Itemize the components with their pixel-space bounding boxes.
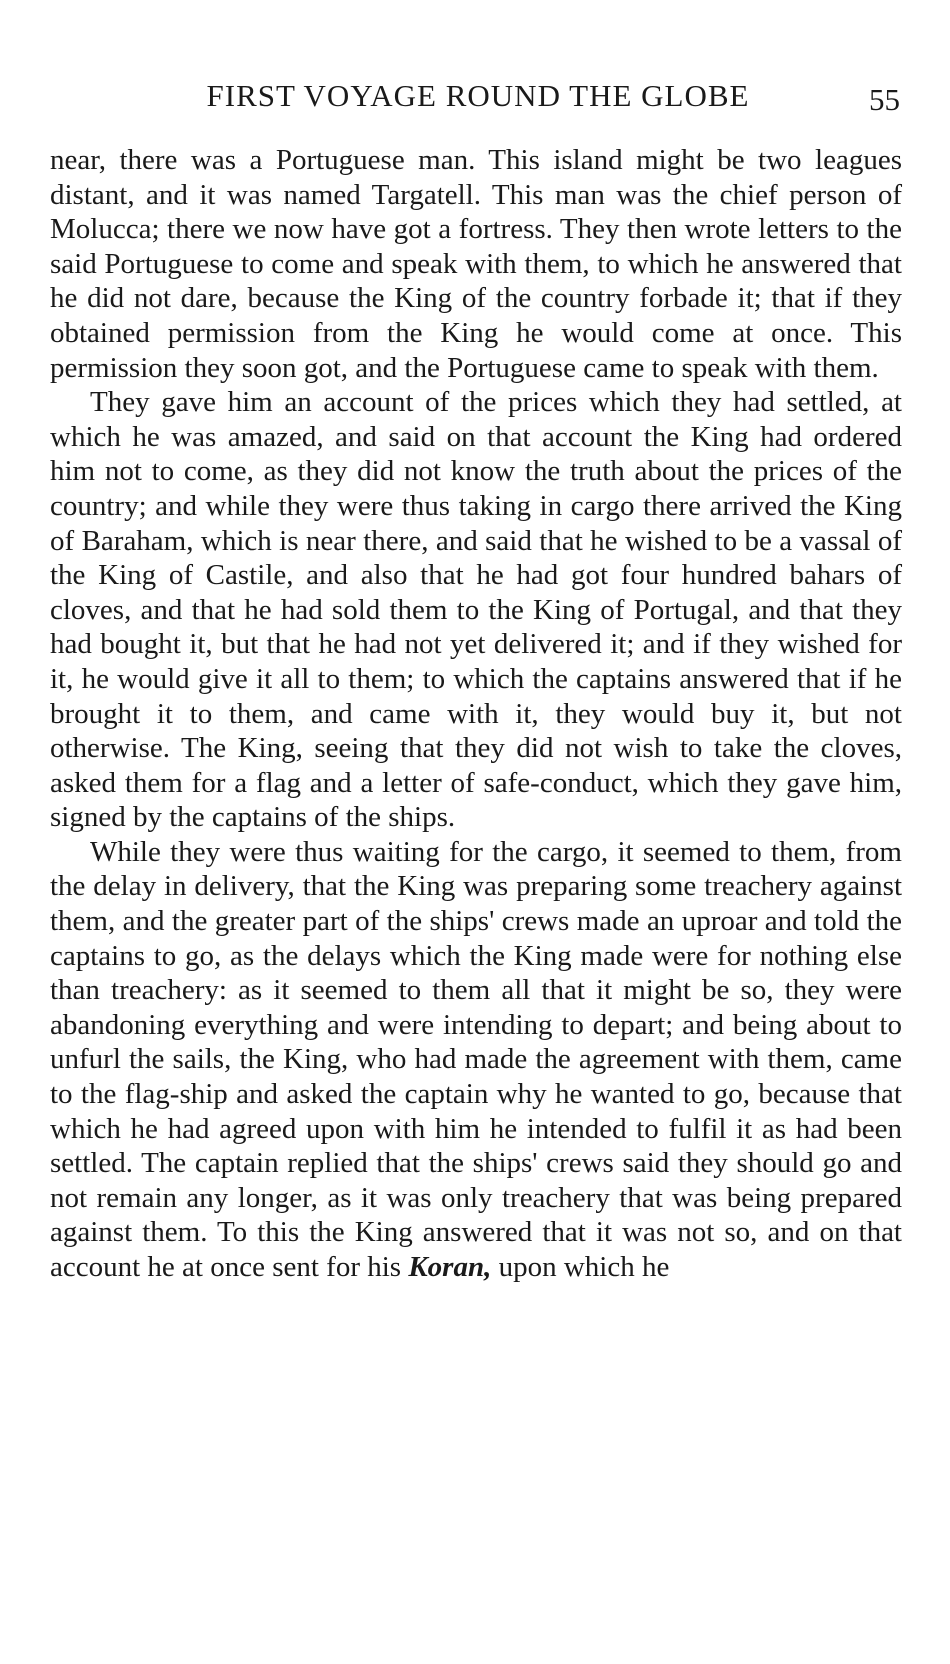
body-text	[50, 143, 902, 1285]
paragraph-3-text: While they were thus waiting for the cargo, it seemed to them, from the delay in delivery, that the King was preparing some treachery against them, and the greater part of the ships' crews made an uproar and told the captains to go, as the delays which the King made were for nothing else than treachery: as it seemed to them all that it might be so, they were abandoning everything and were intending to depart; and being about to unfurl the sails, the King, who had made the agreement with them, came to the flag-ship and asked the captain why he wanted to go, because that which he had agreed upon with him he intended to fulfil it as had been settled. The captain replied that the ships' crews said they should go and not remain any longer, as it was only treachery that was being prepared against them. To this the King answered that it was not so, and on that account he at once sent for his	[50, 835, 902, 1283]
running-title: FIRST VOYAGE ROUND THE GLOBE	[206, 78, 750, 113]
paragraph-3-ending: upon which he	[498, 1251, 670, 1283]
koran-italic: Koran,	[408, 1251, 492, 1283]
paragraph-3	[50, 835, 902, 1285]
running-head	[48, 76, 902, 120]
page-number: 55	[869, 82, 900, 117]
paragraph-1: near, there was a Portuguese man. This island might be two leagues distant, and it was named Targatell. This man was the chief person of Molucca; there we now have got a fortress. They then wrote letters to the said Portuguese to come and speak with them, to which he answered that he did not dare, because the King of the country forbade it; that if they obtained permission from the King he would come at once. This permission they soon got, and the Portuguese came to speak with them.	[50, 144, 902, 384]
paragraph-2: They gave him an account of the prices which they had settled, at which he was amazed, and said on that account the King had ordered him not to come, as they did not know the truth about the prices of the country; and while they were thus taking in cargo there arrived the King of Baraham, which is near there, and said that he wished to be a vassal of the King of Castile, and also that he had got four hundred bahars of cloves, and that he had sold them to the King of Portugal, and that they had bought it, but that he had not yet delivered it; and if they wished for it, he would give it all to them; to which the captains answered that if he brought it to them, and came with it, they would buy it, but not otherwise. The King, seeing that they did not wish to take the cloves, asked them for a flag and a letter of safe-conduct, which they gave him, signed by the captains of the ships.	[50, 386, 902, 834]
